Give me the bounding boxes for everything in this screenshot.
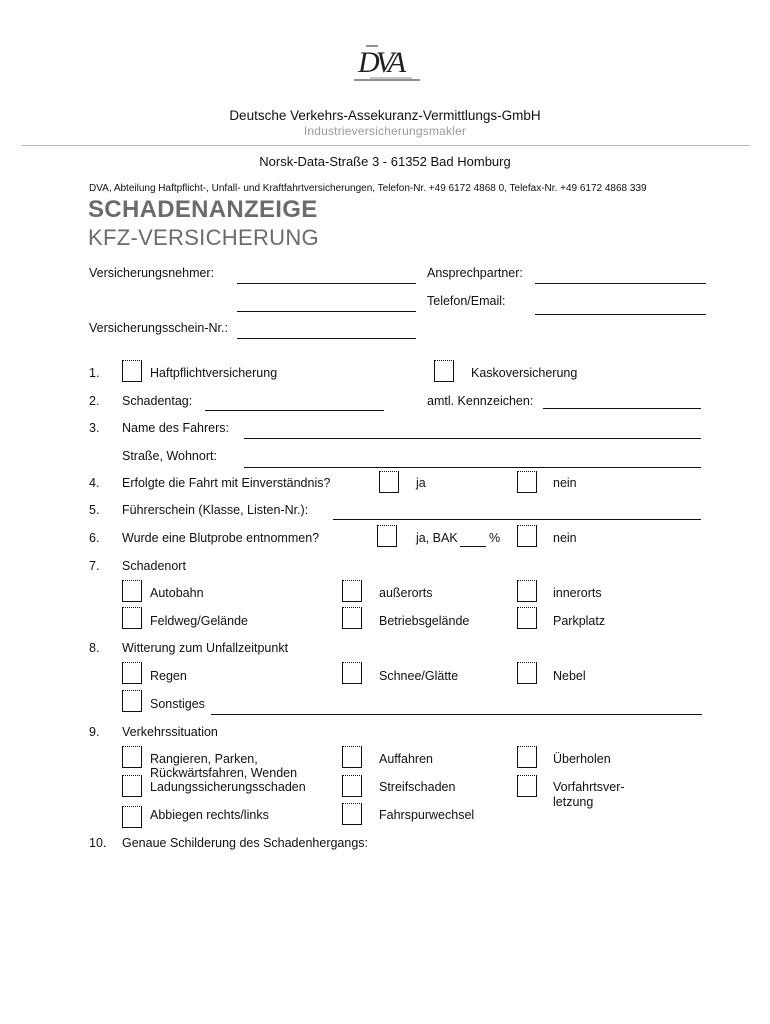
header-divider: [21, 145, 750, 146]
feldweg-checkbox[interactable]: [122, 607, 142, 629]
fahrer-name-field[interactable]: [244, 438, 701, 439]
autobahn-label: Autobahn: [150, 586, 204, 600]
ueberholen-label: Überholen: [553, 752, 611, 766]
abbiegen-label: Abbiegen rechts/links: [150, 808, 269, 822]
strasse-wohnort-label: Straße, Wohnort:: [122, 449, 217, 463]
nebel-checkbox[interactable]: [517, 662, 537, 684]
witterung-label: Witterung zum Unfallzeitpunkt: [122, 641, 289, 655]
ausserorts-checkbox[interactable]: [342, 580, 362, 602]
fahrer-name-label: Name des Fahrers:: [122, 421, 229, 435]
autobahn-checkbox[interactable]: [122, 580, 142, 602]
ausserorts-label: außerorts: [379, 586, 433, 600]
blutprobe-ja-checkbox[interactable]: [377, 525, 397, 547]
schadentag-field[interactable]: [205, 410, 384, 411]
sonstiges-field[interactable]: [211, 714, 702, 715]
einverstaendnis-ja-label: ja: [416, 476, 426, 490]
einverstaendnis-nein-label: nein: [553, 476, 577, 490]
q6-number: 6.: [89, 531, 100, 545]
blutprobe-nein-label: nein: [553, 531, 577, 545]
ladungssicherung-checkbox[interactable]: [122, 775, 142, 797]
innerorts-label: innerorts: [553, 586, 602, 600]
kennzeichen-label: amtl. Kennzeichen:: [427, 394, 534, 408]
rangieren-checkbox[interactable]: [122, 746, 142, 768]
fahrspurwechsel-checkbox[interactable]: [342, 803, 362, 825]
vorfahrtsverletzung-checkbox[interactable]: [517, 775, 537, 797]
q7-number: 7.: [89, 559, 100, 573]
form-title: SCHADENANZEIGE: [88, 196, 318, 223]
q10-number: 10.: [89, 836, 107, 850]
telefon-email-label: Telefon/Email:: [427, 294, 506, 308]
dva-logo: [352, 42, 424, 90]
fuehrerschein-field[interactable]: [333, 519, 701, 520]
parkplatz-checkbox[interactable]: [517, 607, 537, 629]
nebel-label: Nebel: [553, 669, 586, 683]
company-address: Norsk-Data-Straße 3 - 61352 Bad Homburg: [259, 154, 511, 169]
q1-number: 1.: [89, 366, 100, 380]
streifschaden-checkbox[interactable]: [342, 775, 362, 797]
telefon-email-field[interactable]: [535, 314, 706, 315]
q3-number: 3.: [89, 421, 100, 435]
q8-number: 8.: [89, 641, 100, 655]
fahrspurwechsel-label: Fahrspurwechsel: [379, 808, 475, 822]
parkplatz-label: Parkplatz: [553, 614, 606, 628]
rangieren-label-line1: Rangieren, Parken,: [150, 752, 258, 766]
regen-label: Regen: [150, 669, 187, 683]
kasko-checkbox[interactable]: [434, 360, 454, 382]
form-subtitle: KFZ-VERSICHERUNG: [88, 225, 319, 250]
q2-number: 2.: [89, 394, 100, 408]
blutprobe-ja-bak-label: ja, BAK: [416, 531, 458, 545]
schadenhergang-label: Genaue Schilderung des Schadenhergangs:: [122, 836, 369, 850]
vorfahrtsverletzung-label-line2: letzung: [553, 795, 594, 809]
betriebsgelaende-label: Betriebsgelände: [379, 614, 470, 628]
q9-number: 9.: [89, 725, 100, 739]
kennzeichen-field[interactable]: [543, 408, 701, 409]
schnee-checkbox[interactable]: [342, 662, 362, 684]
versicherungsnehmer-label: Versicherungsnehmer:: [89, 266, 215, 280]
feldweg-label: Feldweg/Gelände: [150, 614, 248, 628]
ansprechpartner-label: Ansprechpartner:: [427, 266, 523, 280]
verkehrssituation-label: Verkehrssituation: [122, 725, 218, 739]
q5-number: 5.: [89, 503, 100, 517]
vorfahrtsverletzung-label-line1: Vorfahrtsver-: [553, 780, 625, 794]
q4-number: 4.: [89, 476, 100, 490]
kasko-label: Kaskoversicherung: [471, 366, 578, 380]
schnee-label: Schnee/Glätte: [379, 669, 459, 683]
strasse-wohnort-field[interactable]: [244, 467, 701, 468]
versicherungsnehmer-field[interactable]: [237, 283, 416, 284]
versicherungsschein-field[interactable]: [237, 338, 416, 339]
auffahren-label: Auffahren: [379, 752, 433, 766]
haftpflicht-label: Haftpflichtversicherung: [150, 366, 278, 380]
schadentag-label: Schadentag:: [122, 394, 193, 408]
department-contact: DVA, Abteilung Haftpflicht-, Unfall- und Kraftfahrtversicherungen, Telefon-Nr. +49 6172 4868 0, Telefax-Nr. +49 6172 4868 339: [89, 183, 647, 194]
betriebsgelaende-checkbox[interactable]: [342, 607, 362, 629]
versicherungsschein-label: Versicherungsschein-Nr.:: [89, 321, 228, 335]
sonstiges-label: Sonstiges: [150, 697, 205, 711]
company-subtitle: Industrieversicherungsmakler: [303, 124, 467, 138]
abbiegen-checkbox[interactable]: [122, 806, 142, 828]
svg-text:DVA: DVA: [358, 46, 403, 79]
schadenort-label: Schadenort: [122, 559, 186, 573]
fuehrerschein-label: Führerschein (Klasse, Listen-Nr.):: [122, 503, 309, 517]
ansprechpartner-field[interactable]: [535, 283, 706, 284]
auffahren-checkbox[interactable]: [342, 746, 362, 768]
ladungssicherung-label: Ladungssicherungsschaden: [150, 780, 306, 794]
regen-checkbox[interactable]: [122, 662, 142, 684]
einverstaendnis-label: Erfolgte die Fahrt mit Einverständnis?: [122, 476, 331, 490]
blutprobe-nein-checkbox[interactable]: [517, 525, 537, 547]
streifschaden-label: Streifschaden: [379, 780, 456, 794]
sonstiges-checkbox[interactable]: [122, 690, 142, 712]
haftpflicht-checkbox[interactable]: [122, 360, 142, 382]
einverstaendnis-ja-checkbox[interactable]: [379, 471, 399, 493]
innerorts-checkbox[interactable]: [517, 580, 537, 602]
bak-percent-label: %: [489, 531, 501, 545]
company-name: Deutsche Verkehrs-Assekuranz-Vermittlungs-GmbH: [229, 108, 541, 123]
rangieren-label-line2: Rückwärtsfahren, Wenden: [150, 766, 298, 780]
schadenhergang-textarea[interactable]: [122, 856, 702, 1006]
versicherungsnehmer-field-2[interactable]: [237, 311, 416, 312]
ueberholen-checkbox[interactable]: [517, 746, 537, 768]
einverstaendnis-nein-checkbox[interactable]: [517, 471, 537, 493]
blutprobe-label: Wurde eine Blutprobe entnommen?: [122, 531, 320, 545]
bak-value-field[interactable]: [460, 546, 486, 547]
